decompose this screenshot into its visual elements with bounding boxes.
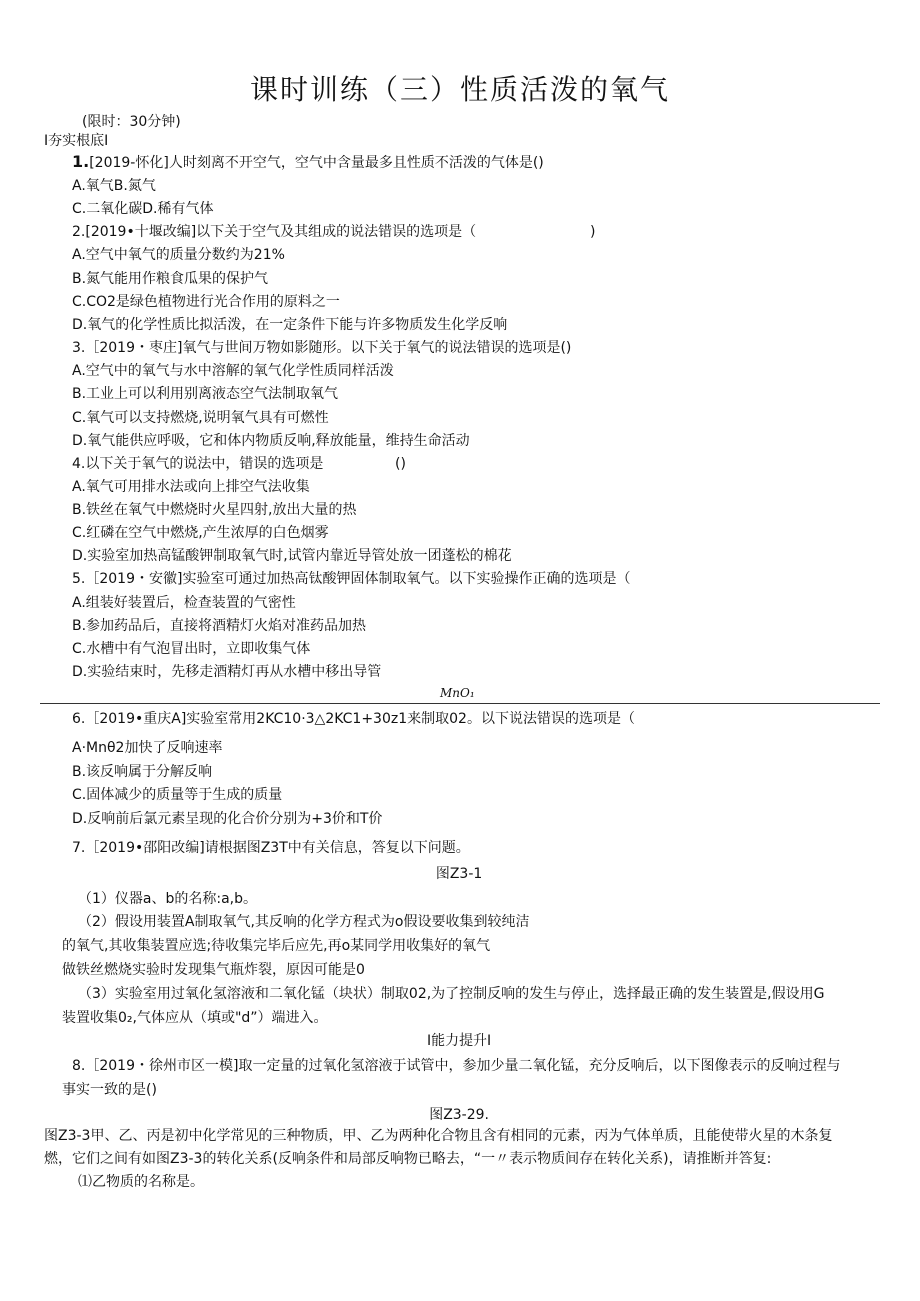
question-9-text: 图Z3-3甲、乙、丙是初中化学常见的三种物质，甲、乙为两种化合物且含有相同的元素，丙为气体单质，且能使带火星的木条复 bbox=[44, 1128, 833, 1144]
question-7-part-1: （1）仪器a、b的名称:a,b。 bbox=[78, 891, 258, 907]
question-5-option-a: A.组装好装置后，检查装置的气密性 bbox=[72, 595, 296, 611]
question-4-option-a: A.氧气可用排水法或向上排空气法收集 bbox=[72, 479, 310, 495]
question-6-stem: 6.［2019•重庆A]实验室常用2KC10·3△2KC1+30z1来制取02。以下说法错误的选项是（ bbox=[72, 711, 635, 727]
question-7-stem: 7.［2019•邵阳改编]请根据图Z3T中有关信息，答复以下问题。 bbox=[72, 840, 470, 856]
question-3-option-c: C.氧气可以支持燃烧,说明氧气具有可燃性 bbox=[72, 410, 329, 426]
question-8-stem-cont: 事实一致的是() bbox=[62, 1082, 157, 1098]
question-4-stem: 4.以下关于氧气的说法中，错误的选项是 bbox=[72, 456, 324, 472]
question-8-stem: 8.［2019・徐州市区一模]取一定量的过氧化氢溶液于试管中，参加少量二氧化锰，充分反响后，以下图像表示的反响过程与 bbox=[72, 1058, 841, 1074]
question-1-number: 1. bbox=[72, 152, 90, 171]
question-3-option-b: B.工业上可以利用别离液态空气法制取氧气 bbox=[72, 386, 339, 402]
question-2-option-b: B.氮气能用作粮食瓜果的保护气 bbox=[72, 271, 269, 287]
catalyst-label: MnO₁ bbox=[440, 686, 475, 700]
question-6-option-a: A·Mnθ2加快了反响速率 bbox=[72, 740, 223, 756]
question-4-option-d: D.实验室加热高锰酸钾制取氧气时,试管内靠近导管处放一团蓬松的棉花 bbox=[72, 548, 512, 564]
question-7-part-3: （3）实验室用过氧化氢溶液和二氧化锰（块状）制取02,为了控制反响的发生与停止，选择最正确的发生装置是,假设用G bbox=[78, 986, 825, 1002]
question-5-option-c: C.水槽中有气泡冒出时，立即收集气体 bbox=[72, 641, 311, 657]
question-9-part-1: ⑴乙物质的名称是。 bbox=[78, 1174, 204, 1190]
question-2-stem-end: ) bbox=[590, 224, 596, 240]
question-7-part-2: （2）假设用装置A制取氧气,其反响的化学方程式为o假设要收集到较纯洁 bbox=[78, 914, 530, 930]
question-5-option-b: B.参加药品后，直接将酒精灯火焰对准药品加热 bbox=[72, 618, 367, 634]
question-1 bbox=[72, 152, 544, 173]
question-2-option-a: A.空气中氧气的质量分数约为21% bbox=[72, 247, 285, 263]
question-1-stem: [2019-怀化]人时刻离不开空气，空气中含量最多且性质不活泼的气体是() bbox=[89, 155, 544, 171]
divider-line bbox=[40, 703, 880, 704]
question-6-option-d: D.反响前后氯元素呈现的化合价分别为+3价和T价 bbox=[72, 811, 383, 827]
question-4-stem-end: () bbox=[395, 456, 406, 472]
question-1-options-ab: A.氧气B.氮气 bbox=[72, 178, 156, 194]
question-3-option-a: A.空气中的氧气与水中溶解的氧气化学性质同样活泼 bbox=[72, 363, 394, 379]
question-7-part-3-cont: 装置收集0₂,气体应从（填或"d”）端进入。 bbox=[62, 1010, 328, 1026]
question-3-stem: 3.［2019・枣庄]氧气与世间万物如影随形。以下关于氧气的说法错误的选项是() bbox=[72, 340, 572, 356]
question-7-part-2-cont: 的氧气,其收集装置应选;待收集完毕后应先,再o某同学用收集好的氧气 bbox=[62, 938, 491, 954]
question-6-option-c: C.固体减少的质量等于生成的质量 bbox=[72, 787, 283, 803]
question-1-options-cd: C.二氧化碳D.稀有气体 bbox=[72, 201, 214, 217]
question-2-stem: 2.[2019•十堰改编]以下关于空气及其组成的说法错误的选项是（ bbox=[72, 224, 477, 240]
question-5-option-d: D.实验结束时，先移走酒精灯再从水槽中移出导管 bbox=[72, 664, 382, 680]
section-heading-basics: I夯实根底I bbox=[44, 133, 109, 149]
figure-caption-z3-2: 图Z3-29. bbox=[429, 1107, 489, 1123]
time-limit: (限时：30分钟) bbox=[82, 114, 181, 130]
question-4-option-b: B.铁丝在氧气中燃烧时火星四射,放出大量的热 bbox=[72, 502, 357, 518]
figure-caption-z3-1: 图Z3-1 bbox=[435, 866, 483, 882]
question-4-option-c: C.红磷在空气中燃烧,产生浓厚的白色烟雾 bbox=[72, 525, 329, 541]
question-2-option-c: C.CO2是绿色植物进行光合作用的原料之一 bbox=[72, 294, 340, 310]
section-heading-advanced: I能力提升I bbox=[427, 1033, 492, 1049]
question-9-text-cont: 燃，它们之间有如图Z3-3的转化关系(反响条件和局部反响物已略去，“一〃表示物质间存在转化关系)，请推断并答复: bbox=[44, 1151, 772, 1167]
question-6-option-b: B.该反响属于分解反响 bbox=[72, 764, 213, 780]
question-7-part-2-end: 做铁丝燃烧实验时发现集气瓶炸裂，原因可能是0 bbox=[62, 962, 365, 978]
question-5-stem: 5.［2019・安徽]实验室可通过加热高钛酸钾固体制取氧气。以下实验操作正确的选项是（ bbox=[72, 571, 631, 587]
question-3-option-d: D.氧气能供应呼吸，它和体内物质反响,释放能量，维持生命活动 bbox=[72, 433, 470, 449]
question-2-option-d: D.氧气的化学性质比拟活泼，在一定条件下能与许多物质发生化学反响 bbox=[72, 317, 508, 333]
page-title: 课时训练（三）性质活泼的氧气 bbox=[249, 73, 670, 106]
